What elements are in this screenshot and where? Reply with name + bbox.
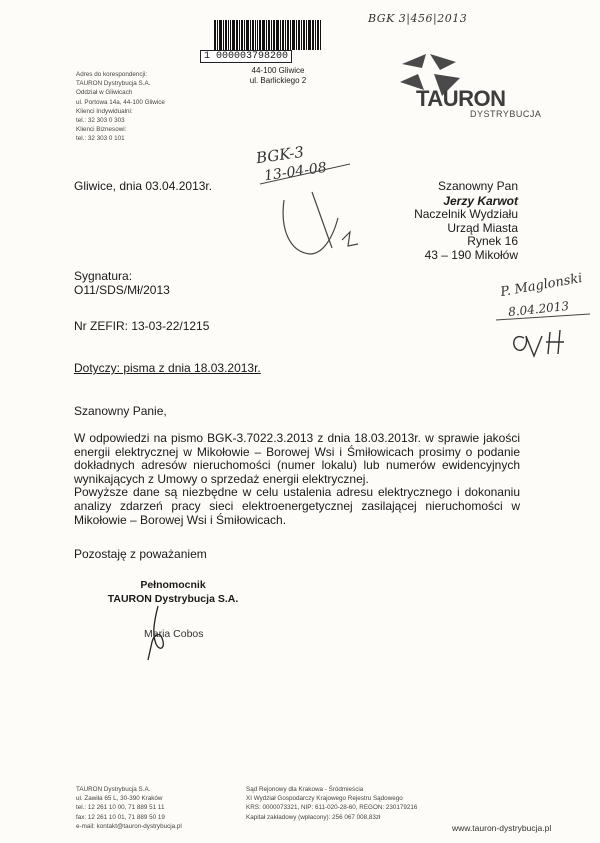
signatory-name: Maria Cobos [144,628,204,640]
tauron-logo-name: TAURON [416,86,506,111]
closing: Pozostaję z poważaniem [74,547,207,561]
letter-body [74,432,520,527]
handwritten-receipt-date: 13-04-08 [263,159,328,185]
signatory-role: Pełnomocnik [140,579,206,591]
barcode-bars [214,20,344,50]
footer-left-line-4: fax: 12 261 10 01, 71 889 50 19 [76,813,165,821]
greeting: Szanowny Panie, [74,404,167,418]
footer-registry-line-3: KRS: 0000073321, NIP: 611-020-28-60, REGON: 230179216 [246,804,418,812]
recipient-block [380,180,518,263]
individual-tel: tel.: 32 303 0 303 [76,117,125,125]
tauron-logo-sub: DYSTRYBUCJA [470,109,542,119]
sygnatura-value: O11/SDS/Mł/2013 [74,282,170,297]
tauron-logo [396,52,546,122]
paragraph-2: Powyższe dane są niezbędne w celu ustalenia adresu elektrycznego i dokonaniu analizy zdarzeń pracy sieci elektroenergetycznej zasilającej nieruchomości w Mikołowie – Borowej Wsi i Śmiłowicach. [74,485,520,527]
paragraph-1: W odpowiedzi na pismo BGK-3.7022.3.2013 z dnia 18.03.2013r. w sprawie jakości energii elektrycznej w Mikołowie – Borowej Wsi i Śmiłowicach prosimy o podanie dokładnych adresów nieruchomości (numer lokalu) lub numerów ewidencyjnych wynikających z Umowy o sprzedaż energii elektrycznej. [74,431,520,486]
recipient-office: Urząd Miasta [447,220,518,235]
business-label: Klienci Biznesowi: [76,126,127,134]
signatory-company: TAURON Dystrybucja S.A. [107,593,239,605]
barcode-number: 1 000003798200 [200,50,292,63]
recipient-title: Naczelnik Wydziału [414,207,518,222]
barcode [204,20,344,62]
footer-left-line-1: TAURON Dystrybucja S.A. [76,786,151,793]
footer-registry-line-4: Kapitał zakładowy (wpłacony): 256 067 008,83zł [246,813,381,821]
handwritten-signature-date: 8.04.2013 [507,298,570,320]
footer-registry-line-2: XI Wydział Gospodarczy Krajowego Rejestru Sądowego [246,795,403,803]
correspondence-branch: Oddział w Gliwicach [76,89,133,97]
recipient-city: 43 – 190 Mikołów [424,247,518,262]
postal-address [228,66,328,86]
zefir-number: Nr ZEFIR: 13-03-22/1215 [74,319,210,333]
recipient-name: Jerzy Karwot [443,193,518,208]
recipient-salutation: Szanowny Pan [437,179,518,193]
correspondence-block [76,70,165,144]
correspondence-street: ul. Portowa 14a, 44-100 Gliwice [76,98,165,106]
handwritten-signature-note: P. Maglonski [499,270,584,301]
place-date: Gliwice, dnia 03.04.2013r. [74,179,213,193]
business-tel: tel.: 32 303 0 101 [76,135,125,143]
handwritten-receipt-ref: BGK-3 [254,142,306,168]
footer-left-line-5: e-mail: kontakt@tauron-dystrybucja.pl [76,822,182,830]
footer-center [246,785,417,822]
correspondence-label: Adres do korespondencji: [76,71,148,78]
individual-label: Klienci Indywidualni: [76,107,133,115]
sygnatura-label: Sygnatura: [74,269,133,283]
footer-website: www.tauron-dystrybucja.pl [452,823,552,833]
recipient-street: Rynek 16 [467,234,518,249]
footer-left-line-3: tel.: 12 261 10 00, 71 889 51 11 [76,804,165,812]
subject-line: Dotyczy: pisma z dnia 18.03.2013r. [74,361,261,375]
postal-line-2: ul. Barlickiego 2 [249,76,307,85]
sygnatura-block [74,270,170,297]
footer-left-line-2: ul. Zawiła 65 L, 30-390 Kraków [76,795,163,803]
handwritten-scribble [240,140,370,270]
signatory-block [98,578,248,606]
handwritten-initials [494,296,594,366]
footer-registry-line-1: Sąd Rejonowy dla Krakowa - Śródmieścia [246,786,364,793]
footer-left [76,785,182,831]
handwritten-case-number: BGK 3|456|2013 [368,12,468,25]
correspondence-company: TAURON Dystrybucja S.A. [76,80,151,88]
postal-line-1: 44-100 Gliwice [251,66,305,75]
